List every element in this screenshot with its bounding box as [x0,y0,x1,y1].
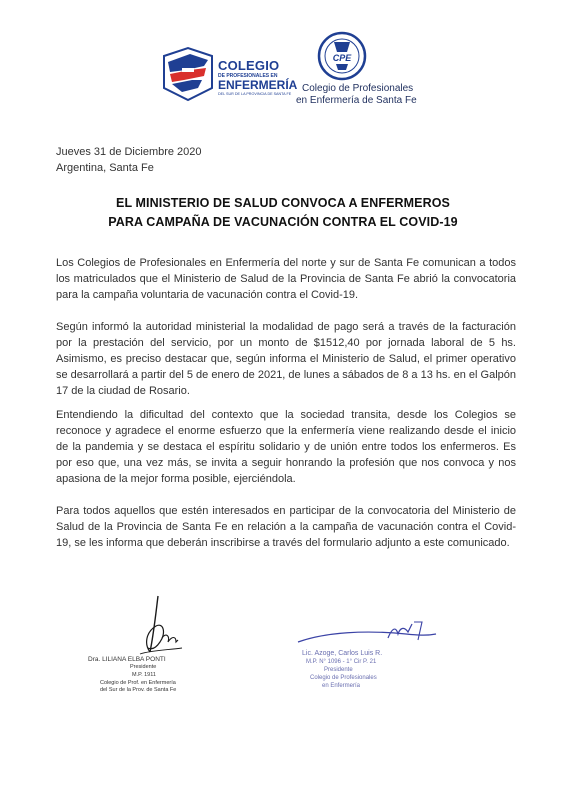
signature-left [60,592,220,702]
body-paragraph: Entendiendo la dificultad del contexto que la sociedad transita, desde los Colegios se reconoce y agradece el enorme esfuerzo que la enfermería viene realizando desde el inicio de la pandemia y se destaca el espíritu solidario y de unión entre todos los enfermeros. Es por eso que, una vez más, se invita a seguir honrando la profesión que nos convoca y nos apasiona de la mejor forma posible, ejerciéndola. [56,409,516,485]
signer-right-mp: M.P. N° 1096 - 1° Cir P. 21 [306,659,377,665]
logo-left-line4: DEL SUR DE LA PROVINCIA DE SANTA FE [218,92,292,96]
handwritten-signature-icon [60,592,220,662]
document-title-line1: EL MINISTERIO DE SALUD CONVOCA A ENFERMEROS [116,196,450,210]
colegio-emblem-icon [160,44,218,104]
seal-text: CPE [332,53,352,63]
signer-left-org2: del Sur de la Prov. de Santa Fe [100,687,177,693]
colegio-sur-logo [160,44,300,104]
cpe-santa-fe-logo [296,30,432,110]
signer-left-role: Presidente [130,664,157,670]
logo-right-line2: en Enfermería de Santa Fe [296,95,417,106]
date-place-block [56,144,202,176]
body-paragraph: Según informó la autoridad ministerial la modalidad de pago será a través de la facturación por la prestación del servicio, por un monto de $1512,40 por jornada laboral de 5 hs. Asimismo, es preciso destacar que, según informa el Ministerio de Salud, el primer operativo se desarrollará a partir del 5 de enero de 2021, de lunes a sábados de 8 a 13 hs. en el Galpón 17 de la ciudad de Rosario. [56,321,516,397]
document-place: Argentina, Santa Fe [56,162,154,174]
signer-left-name: Dra. LILIANA ELBA PONTI [88,656,166,663]
cpe-seal-icon [316,30,368,82]
logo-right-line1: Colegio de Profesionales [302,83,414,94]
document-title-line2: PARA CAMPAÑA DE VACUNACIÓN CONTRA EL COVID-19 [108,215,458,229]
body-paragraph: Los Colegios de Profesionales en Enfermería del norte y sur de Santa Fe comunican a todos los matriculados que el Ministerio de Salud de la Provincia de Santa Fe abrió la convocatoria para la campaña voluntaria de vacunación contra el Covid-19. [56,257,516,301]
signer-right-org1: Colegio de Profesionales [310,675,377,681]
signature-right [296,612,446,702]
logo-left-line2: DE PROFESIONALES EN [218,73,278,79]
logo-left-line3: ENFERMERÍA [218,78,298,92]
signer-left-org1: Colegio de Prof. en Enfermería [100,680,176,686]
logo-left-line1: COLEGIO [218,58,280,73]
document-date: Jueves 31 de Diciembre 2020 [56,146,202,158]
body-paragraph: Para todos aquellos que estén interesados en participar de la convocatoria del Ministerio de Salud de la Provincia de Santa Fe en relación a la campaña de vacunación contra el Covid-19, se les informa que deberán inscribirse a través del formulario adjunto a este comunicado. [56,505,516,549]
signer-right-name: Lic. Azoge, Carlos Luis R. [302,650,383,657]
handwritten-signature-icon [296,612,446,652]
signer-right-role: Presidente [324,667,353,673]
signer-left-mp: M.P. 1911 [132,672,156,678]
signer-right-org2: en Enfermería [322,683,361,689]
